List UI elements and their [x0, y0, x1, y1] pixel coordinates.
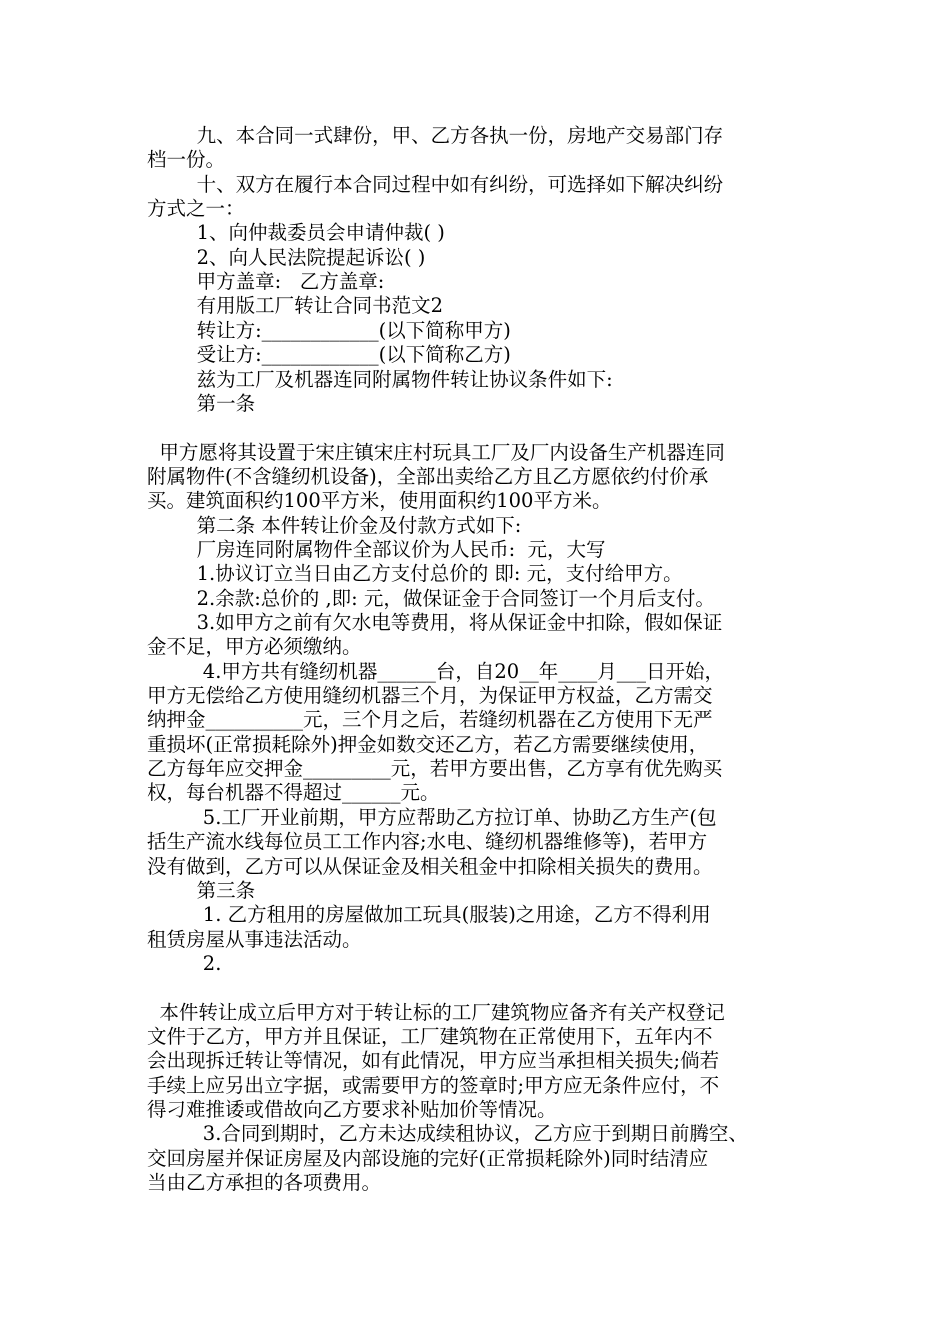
text-line: 文件于乙方，甲方并且保证，工厂建筑物在正常使用下，五年内不	[147, 1024, 713, 1048]
text-line: 纳押金__________元，三个月之后，若缝纫机器在乙方使用下无严	[147, 708, 713, 732]
text-line: 买。建筑面积约100平方米，使用面积约100平方米。	[147, 489, 612, 513]
text-line: 厂房连同附属物件全部议价为人民币: 元，大写	[147, 537, 606, 561]
text-line: 1.协议订立当日由乙方支付总价的 即: 元，支付给甲方。	[147, 562, 683, 586]
text-line: 乙方每年应交押金_________元，若甲方要出售，乙方享有优先购买	[147, 757, 723, 781]
text-line: 受让方:____________(以下简称乙方)	[147, 343, 511, 367]
text-line: 得刁难推诿或借故向乙方要求补贴加价等情况。	[147, 1098, 557, 1121]
text-line: 有用版工厂转让合同书范文2	[147, 294, 443, 318]
text-line: 没有做到，乙方可以从保证金及相关租金中扣除相关损失的费用。	[147, 854, 713, 878]
text-line: 十、双方在履行本合同过程中如有纠纷，可选择如下解决纠纷	[147, 172, 724, 196]
text-line: 3.合同到期时，乙方未达成续租协议，乙方应于到期日前腾空、	[147, 1122, 748, 1146]
text-line: 4.甲方共有缝纫机器______台，自20__年____月___日开始，	[147, 659, 724, 683]
text-line: 括生产流水线每位员工工作内容;水电、缝纫机器维修等)，若甲方	[147, 830, 708, 854]
text-line: 附属物件(不含缝纫机设备)，全部出卖给乙方且乙方愿依约付价承	[147, 464, 709, 488]
text-line: 3.如甲方之前有欠水电等费用，将从保证金中扣除，假如保证	[147, 611, 723, 634]
text-line: 交回房屋并保证房屋及内部设施的完好(正常损耗除外)同时结清应	[147, 1146, 709, 1170]
text-line: 2.余款:总价的 ,即: 元，做保证金于合同签订一个月后支付。	[147, 586, 715, 610]
text-line: 手续上应另出立字据，或需要甲方的签章时;甲方应无条件应付，不	[147, 1073, 720, 1097]
text-line: 第一条	[147, 391, 256, 415]
text-line: 当由乙方承担的各项费用。	[147, 1171, 382, 1195]
text-line: 会出现拆迁转让等情况，如有此情况，甲方应当承担相关损失;倘若	[147, 1049, 720, 1073]
text-line: 权，每台机器不得超过______元。	[147, 781, 440, 805]
text-line: 兹为工厂及机器连同附属物件转让协议条件如下:	[147, 367, 613, 391]
text-line: 金不足，甲方必须缴纳。	[147, 635, 362, 659]
text-line: 租赁房屋从事违法活动。	[147, 927, 362, 951]
text-line: 甲方无偿给乙方使用缝纫机器三个月，为保证甲方权益，乙方需交	[147, 684, 713, 708]
text-line: 九、本合同一式肆份，甲、乙方各执一份，房地产交易部门存	[147, 124, 724, 147]
text-line: 1、向仲裁委员会申请仲裁( )	[147, 221, 445, 245]
text-line: 转让方:____________(以下简称甲方)	[147, 318, 511, 342]
text-line: 方式之一：	[147, 197, 245, 221]
text-line: 第三条	[147, 878, 256, 902]
text-line: 甲方愿将其设置于宋庄镇宋庄村玩具工厂及厂内设备生产机器连同	[147, 440, 725, 464]
text-line: 1. 乙方租用的房屋做加工玩具(服装)之用途，乙方不得利用	[147, 903, 711, 927]
text-line: 2、向人民法院提起诉讼( )	[147, 245, 426, 269]
text-line: 档一份。	[147, 148, 226, 172]
text-line: 甲方盖章: 乙方盖章:	[147, 270, 385, 294]
text-line: 重损坏(正常损耗除外)押金如数交还乙方，若乙方需要继续使用，	[147, 732, 709, 756]
text-line: 2.	[147, 951, 222, 975]
text-line: 5.工厂开业前期，甲方应帮助乙方拉订单、协助乙方生产(包	[147, 805, 717, 829]
text-line: 本件转让成立后甲方对于转让标的工厂建筑物应备齐有关产权登记	[147, 1000, 725, 1024]
text-line: 第二条 本件转让价金及付款方式如下:	[147, 513, 522, 537]
